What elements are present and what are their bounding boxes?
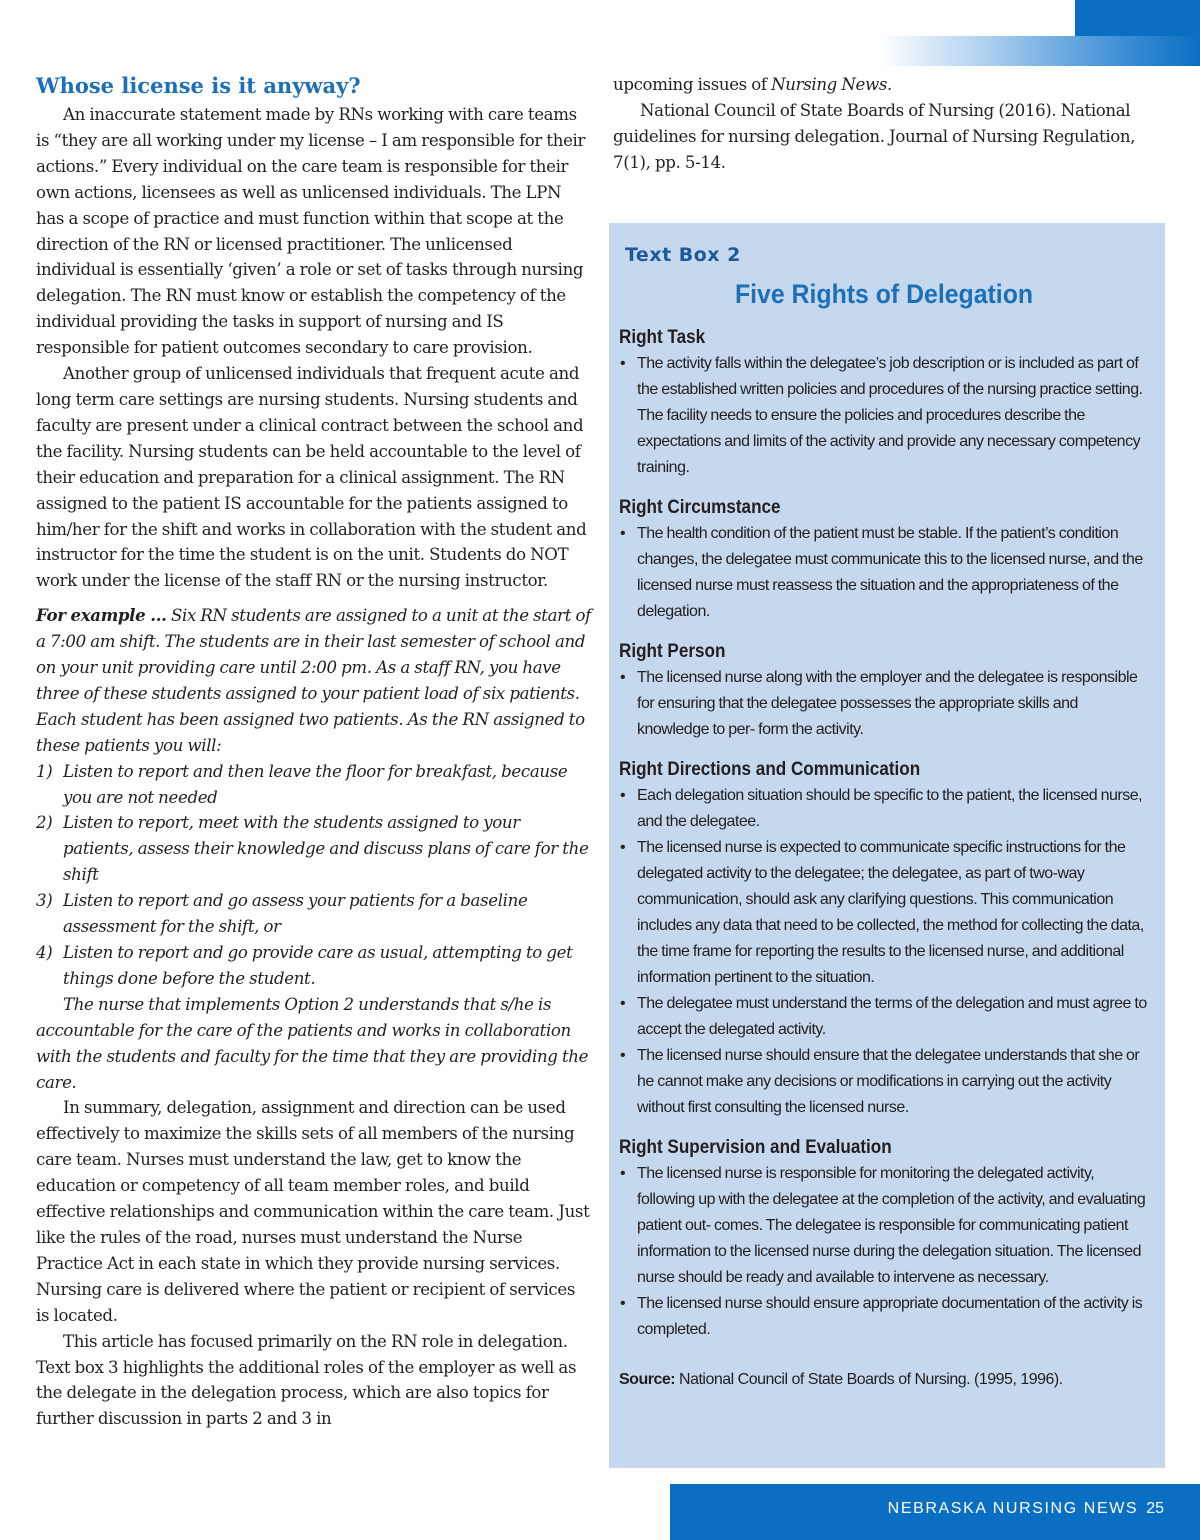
section-heading-right-task: Right Task: [619, 327, 706, 348]
article-heading: Whose license is it anyway?: [36, 73, 361, 98]
article-paragraph: An inaccurate statement made by RNs working with care teams is “they are all working under my license – I am responsible for their actions.” Every individual on the care team is responsible for their own actions, licensees as well as unlicensed individuals. The LPN has a scope of practice and must function within that scope at the direction of the RN or licensed practitioner. The unlicensed individual is essentially ‘given’ a role or set of tasks through nursing delegation. The RN must know or establish the competency of the individual providing the tasks in support of nursing and IS responsible for patient outcomes secondary to care provision.: [36, 105, 586, 358]
footer-text: [888, 1500, 1164, 1518]
option-number: 1): [36, 761, 53, 781]
option-text: Listen to report, meet with the students assigned to your patients, assess their knowledge and discuss plans of care for the shift: [63, 813, 589, 885]
source-text: National Council of State Boards of Nursing. (1995, 1996).: [675, 1371, 1063, 1388]
article-column-right: [613, 72, 1165, 176]
bullet-list: [619, 351, 1149, 481]
option-number: 2): [36, 813, 53, 833]
source-citation: [619, 1367, 1149, 1393]
text-box-label: Text Box 2: [625, 244, 741, 266]
example-text: Six RN students are assigned to a unit at the start of a 7:00 am shift. The students are in their last semester of school and on your unit providing care until 2:00 pm. As a staff RN, you have three of these students assigned to your patient load of six patients. Each student has been assigned two patients. As the RN assigned to these patients you will:: [36, 606, 591, 755]
corner-brand-gradient: [880, 36, 1200, 66]
article-paragraph: In summary, delegation, assignment and direction can be used effectively to maximize the skills sets of all members of the nursing care team. Nurses must understand the law, get to know the education or competency of all team member roles, and build effective relationships and communication within the care team. Just like the rules of the road, nurses must understand the Nurse Practice Act in each state in which they provide nursing services. Nursing care is delivered where the patient or recipient of services is located.: [36, 1098, 590, 1325]
continuation-line: [613, 72, 1165, 98]
article-paragraph: Another group of unlicensed individuals that frequent acute and long term care settings are nursing students. Nursing students and faculty are present under a clinical contract between the school and the facility. Nursing students can be held accountable to the level of their education and preparation for a clinical assignment. The RN assigned to the patient IS accountable for the patients assigned to him/her for the shift and works in collaboration with the student and instructor for the time the student is on the unit. Students do NOT work under the license of the staff RN or the nursing instructor.: [36, 364, 587, 591]
bullet-item: • The licensed nurse should ensure that the delegatee understands that she or he cannot make any decisions or modifications in carrying out the activity without first consulting the licensed nurse.: [619, 1043, 1149, 1121]
example-lead: For example ...: [36, 605, 167, 626]
option-item: [36, 888, 592, 940]
bullet-list: [619, 1161, 1149, 1343]
option-note-paragraph: The nurse that implements Option 2 understands that s/he is accountable for the care of the patients and works in collaboration with the students and faculty for the time that they are providing the care.: [36, 994, 589, 1092]
section-heading-right-person: Right Person: [619, 641, 726, 662]
bullet-item: • Each delegation situation should be specific to the patient, the licensed nurse, and the delegatee.: [619, 783, 1149, 835]
bullet-list: [619, 521, 1149, 625]
article-column-left: [36, 72, 592, 1432]
bullet-item: • The activity falls within the delegatee’s job description or is included as part of the established written policies and procedures of the nursing practice setting. The facility needs to ensure the policies and procedures describe the expectations and limits of the activity and provide any necessary competency training.: [619, 351, 1149, 481]
source-label: Source:: [619, 1371, 676, 1388]
footer-publication: NEBRASKA NURSING NEWS: [887, 1500, 1139, 1517]
reference-citation: National Council of State Boards of Nursing (2016). National guidelines for nursing delegation. Journal of Nursing Regulation, 7(1), pp. 5-14.: [613, 100, 1136, 172]
option-text: Listen to report and then leave the floor for breakfast, because you are not needed: [63, 761, 568, 807]
bullet-item: • The health condition of the patient must be stable. If the patient’s condition changes, the delegatee must communicate this to the licensed nurse, and the licensed nurse must reassess the situation and the appropriateness of the delegation.: [619, 521, 1149, 625]
bullet-item: • The licensed nurse should ensure appropriate documentation of the activity is completed.: [619, 1291, 1149, 1343]
option-number: 4): [36, 943, 53, 962]
options-list: [36, 759, 592, 992]
section-heading-right-supervision: Right Supervision and Evaluation: [619, 1137, 892, 1158]
bullet-item: • The licensed nurse is responsible for monitoring the delegated activity, following up with the delegatee at the completion of the activity, and evaluating patient out- comes. The delegatee is responsible for communicating patient information to the licensed nurse during the delegation situation. The licensed nurse should be ready and available to intervene as necessary.: [619, 1161, 1149, 1291]
option-item: [36, 759, 592, 811]
option-text: Listen to report and go provide care as usual, attempting to get things done before the student.: [63, 943, 573, 988]
publication-name: Nursing News.: [771, 75, 892, 94]
section-heading-right-circumstance: Right Circumstance: [619, 497, 781, 518]
option-item: [36, 810, 592, 888]
option-item: [36, 940, 592, 992]
bullet-item: • The licensed nurse along with the employer and the delegatee is responsible for ensuring that the delegatee possesses the appropriate skills and knowledge to per- form the activity.: [619, 665, 1149, 743]
option-text: Listen to report and go assess your patients for a baseline assessment for the shift, or: [63, 891, 528, 937]
example-paragraph: [36, 603, 592, 758]
corner-brand-block: [1075, 0, 1200, 36]
bullet-item: • The delegatee must understand the terms of the delegation and must agree to accept the delegated activity.: [619, 991, 1149, 1043]
bullet-item: • The licensed nurse is expected to communicate specific instructions for the delegated activity to the delegatee; the delegatee, as part of two-way communication, should ask any clarifying questions. This communication includes any data that need to be collected, the method for collecting the data, the time frame for reporting the results to the licensed nurse, and additional information pertinent to the situation.: [619, 835, 1149, 991]
text-box-five-rights: [609, 223, 1165, 1468]
footer-bar: [670, 1484, 1200, 1540]
text-box-title: Five Rights of Delegation: [734, 279, 1034, 309]
continuation-prefix: upcoming issues of: [613, 75, 772, 94]
page-number: 25: [1146, 1500, 1164, 1517]
bullet-list: [619, 783, 1149, 1121]
article-paragraph: This article has focused primarily on the RN role in delegation. Text box 3 highlights the additional roles of the employer as well as the delegate in the delegation process, which are also topics for further discussion in parts 2 and 3 in: [36, 1331, 577, 1429]
option-number: 3): [36, 891, 53, 911]
bullet-list: [619, 665, 1149, 743]
section-heading-right-directions: Right Directions and Communication: [619, 759, 921, 780]
